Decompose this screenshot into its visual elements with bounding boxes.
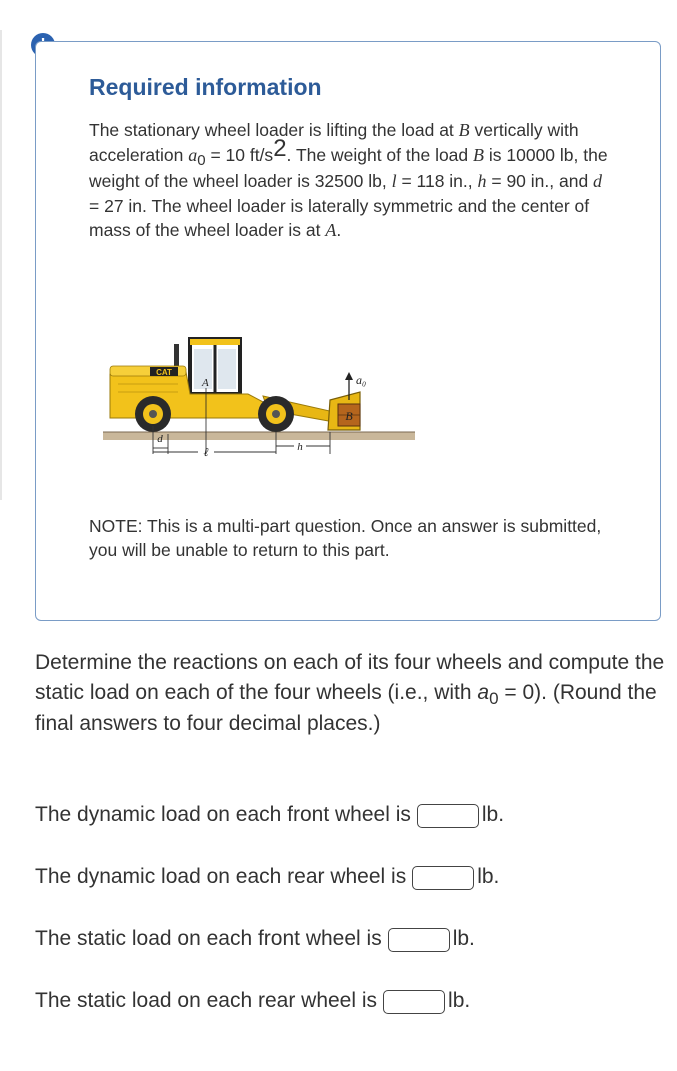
unit-label: lb. xyxy=(477,865,500,888)
var-l: l xyxy=(391,171,397,191)
answer-label: The dynamic load on each front wheel is xyxy=(35,803,411,826)
static-rear-input[interactable] xyxy=(383,990,445,1014)
answer-label: The static load on each rear wheel is xyxy=(35,989,378,1012)
answer-row-dynamic-front xyxy=(35,803,504,827)
var-a: a xyxy=(188,144,198,165)
dynamic-rear-input[interactable] xyxy=(412,866,474,890)
info-title: Required information xyxy=(89,74,322,100)
var-d: d xyxy=(593,171,603,191)
problem-statement: The stationary wheel loader is lifting the load at B vertically with acceleration a0 = 10 $ft/s^2$. The weight of the load B is 10000 lb, the weight of the wheel loader is 32500 lb, l = 118 in., h = 90 in., and d = 27 in. The wheel loader is laterally symmetric and the center of mass of the wheel loader is at A. xyxy=(89,120,608,240)
label-b: B xyxy=(345,409,353,423)
label-a0: a₀ xyxy=(356,373,367,387)
var-b: B xyxy=(473,144,485,165)
static-front-input[interactable] xyxy=(388,928,450,952)
loader-body xyxy=(110,372,276,418)
multi-part-note: NOTE: This is a multi-part question. Once an answer is submitted, you will be unable to return to this part. xyxy=(89,516,602,560)
answer-row-static-rear xyxy=(35,989,470,1013)
dynamic-front-input[interactable] xyxy=(417,804,479,828)
cat-logo: CAT xyxy=(156,368,172,377)
var-b: B xyxy=(458,120,470,140)
question-text: Determine the reactions on each of its four wheels and compute the static load on each of the four wheels (i.e., with $a_0 = 0$). (Round the final answers to four decimal places.) xyxy=(35,651,665,735)
label-d: d xyxy=(157,433,163,445)
answer-row-dynamic-rear xyxy=(35,865,499,889)
required-information-panel xyxy=(35,41,661,621)
label-h: h xyxy=(297,441,303,453)
unit-label: lb. xyxy=(452,927,475,950)
answer-label: The static load on each front wheel is xyxy=(35,927,382,950)
cab xyxy=(190,339,240,394)
label-l: ℓ xyxy=(203,445,209,459)
exhaust-stack xyxy=(174,344,179,366)
var-a-point: A xyxy=(325,220,337,240)
var-h: h xyxy=(477,171,487,191)
wheel-loader-figure xyxy=(98,314,418,474)
ground xyxy=(103,432,415,440)
label-a: A xyxy=(202,377,209,389)
unit-label: lb. xyxy=(448,989,471,1012)
front-wheel xyxy=(258,396,294,432)
left-divider xyxy=(0,30,2,500)
unit-label: lb. xyxy=(481,803,505,826)
answer-row-static-front xyxy=(35,927,475,951)
var-a: a xyxy=(477,681,490,704)
answer-label: The dynamic load on each rear wheel is xyxy=(35,865,407,888)
